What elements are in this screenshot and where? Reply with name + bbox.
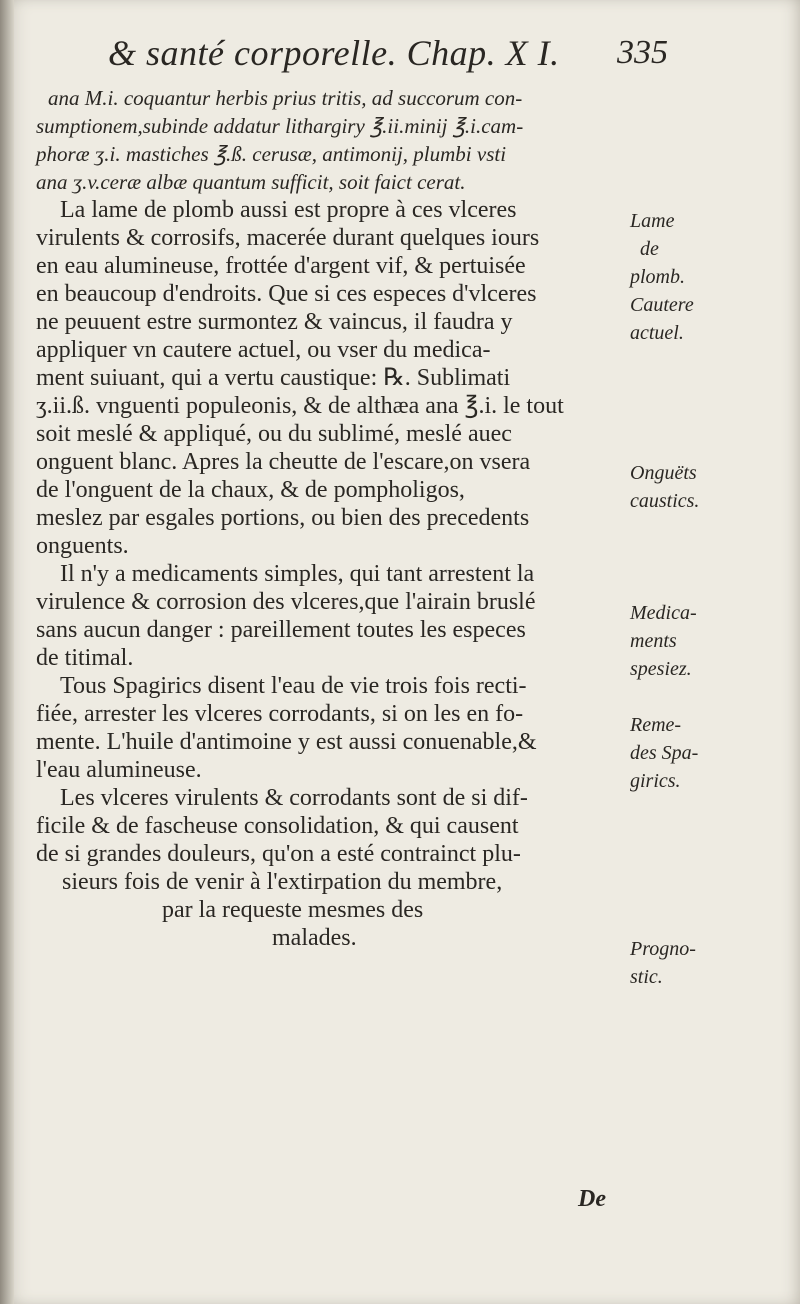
margin-note: girics.	[630, 770, 681, 792]
margin-note: Reme-	[630, 714, 682, 736]
text-line: en eau alumineuse, frottée d'argent vif, & pertuisée	[36, 253, 526, 279]
text-line: de si grandes douleurs, qu'on a esté contrainct plu-	[36, 841, 521, 867]
text-line: ficile & de fascheuse consolidation, & qui causent	[36, 813, 519, 839]
text-line: onguents.	[36, 533, 129, 559]
text-line: par la requeste mesmes des	[162, 897, 424, 923]
margin-note: actuel.	[630, 322, 684, 344]
margin-note: des Spa-	[630, 742, 699, 764]
text-line: sans aucun danger : pareillement toutes les especes	[36, 617, 526, 643]
page-gutter-shadow	[0, 0, 14, 1304]
text-line: Il n'y a medicaments simples, qui tant arrestent la	[60, 561, 535, 587]
margin-note: Progno-	[630, 938, 696, 960]
text-line: La lame de plomb aussi est propre à ces vlceres	[60, 197, 517, 223]
margin-note: Onguëts	[630, 462, 697, 484]
margin-note: stic.	[630, 966, 663, 988]
text-line: Tous Spagirics disent l'eau de vie trois fois recti-	[60, 673, 527, 699]
catchword: De	[578, 1186, 606, 1212]
text-line: soit meslé & appliqué, ou du sublimé, meslé auec	[36, 421, 512, 447]
margin-note: plomb.	[630, 266, 685, 288]
text-line: malades.	[272, 925, 357, 951]
page-header	[108, 32, 668, 84]
text-line: ana M.i. coquantur herbis prius tritis, ad succorum con-	[48, 86, 523, 110]
text-line: virulents & corrosifs, macerée durant quelques iours	[36, 225, 540, 251]
text-line: appliquer vn cautere actuel, ou vser du medica-	[36, 337, 491, 363]
text-line: en beaucoup d'endroits. Que si ces especes d'vlceres	[36, 281, 537, 307]
text-line: ana ʒ.v.ceræ albæ quantum sufficit, soit faict cerat.	[36, 170, 466, 194]
text-line: mente. L'huile d'antimoine y est aussi conuenable,&	[36, 729, 537, 755]
text-line: de titimal.	[36, 645, 134, 671]
margin-note: ments	[630, 630, 677, 652]
running-title: & santé corporelle. Chap. X I.	[108, 33, 560, 73]
margin-note: de	[640, 238, 659, 260]
text-line: onguent blanc. Apres la cheutte de l'escare,on vsera	[36, 449, 531, 475]
main-text-column	[36, 84, 636, 952]
text-line: ne peuuent estre surmontez & vaincus, il faudra y	[36, 309, 513, 335]
text-line: ment suiuant, qui a vertu caustique: ℞. Sublimati	[36, 365, 511, 391]
margin-note: spesiez.	[630, 658, 692, 680]
text-line: virulence & corrosion des vlceres,que l'airain bruslé	[36, 589, 536, 615]
page-number: 335	[617, 34, 668, 71]
text-line: Les vlceres virulents & corrodants sont de si dif-	[60, 785, 528, 811]
text-line: phoræ ʒ.i. mastiches ℥.ß. cerusæ, antimonij, plumbi vsti	[36, 142, 507, 166]
text-line: meslez par esgales portions, ou bien des precedents	[36, 505, 530, 531]
text-line: de l'onguent de la chaux, & de pompholigos,	[36, 477, 465, 503]
margin-note: Medica-	[630, 602, 697, 624]
text-line: sumptionem,subinde addatur lithargiry ℥.ii.minij ℥.i.cam-	[36, 114, 524, 138]
text-line: sieurs fois de venir à l'extirpation du membre,	[62, 869, 503, 895]
margin-note: Lame	[630, 210, 675, 232]
text-line: ʒ.ii.ß. vnguenti populeonis, & de althæa ana ℥.i. le tout	[36, 393, 564, 419]
margin-note: Cautere	[630, 294, 694, 316]
margin-note: caustics.	[630, 490, 700, 512]
text-line: l'eau alumineuse.	[36, 757, 202, 783]
text-line: fiée, arrester les vlceres corrodants, si on les en fo-	[36, 701, 524, 727]
